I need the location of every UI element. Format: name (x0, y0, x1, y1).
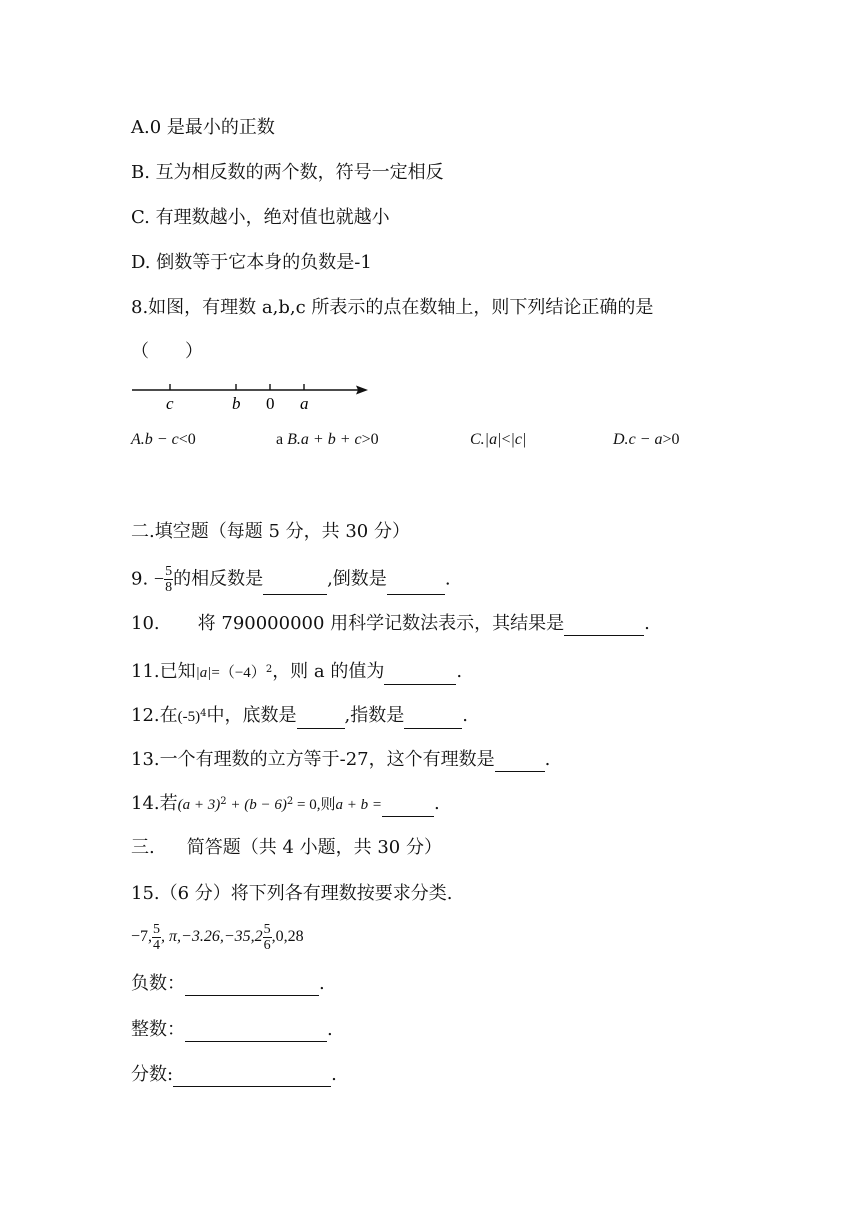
option-a: A.0 是最小的正数 (131, 117, 275, 138)
section-3-title: 三. 简答题（共 4 小题，共 30 分） (131, 837, 442, 858)
section-2-title: 二.填空题（每题 5 分，共 30 分） (131, 521, 410, 542)
axis-label-a: a (300, 394, 309, 413)
question-12: 12.在$(-5)^4$中，底数是 ,指数是 . (131, 704, 468, 729)
question-10: 10. 将 790000000 用科学记数法表示，其结果是 . (131, 613, 650, 634)
axis-label-b: b (232, 394, 241, 413)
answer-blank[interactable] (185, 977, 319, 996)
row-integer: 整数： . (131, 1019, 333, 1040)
question-15: 15.（6 分）将下列各有理数按要求分类. (131, 883, 453, 904)
axis-label-0: 0 (266, 394, 275, 413)
q8-option-c: C.|a|<|c| (470, 431, 527, 448)
question-11: 11.已知$|a|=(-4)^2$，则 a 的值为 . (131, 660, 462, 685)
row-fraction: 分数: . (131, 1064, 337, 1085)
answer-blank[interactable] (387, 576, 445, 595)
option-d: D. 倒数等于它本身的负数是-1 (131, 252, 372, 273)
q8-option-d: D.c − a>0 (613, 431, 680, 448)
question-13: 13.一个有理数的立方等于-27，这个有理数是 . (131, 749, 551, 770)
number-line (128, 378, 378, 414)
answer-blank[interactable] (263, 576, 327, 595)
option-b: B. 互为相反数的两个数，符号一定相反 (131, 162, 444, 183)
answer-blank[interactable] (564, 617, 644, 636)
fraction: $\frac{5}{4}$ (153, 922, 161, 953)
q8-option-a: A.b − c<0 (131, 431, 196, 448)
answer-blank[interactable] (495, 753, 545, 772)
row-negative: 负数： . (131, 973, 325, 994)
answer-blank[interactable] (173, 1068, 331, 1087)
answer-blank[interactable] (404, 710, 462, 729)
answer-blank[interactable] (297, 710, 345, 729)
axis-label-c: c (166, 394, 174, 413)
question-9: 9. − $\frac{5}{8}$ 的相反数是 ,倒数是 . (131, 564, 451, 595)
answer-blank[interactable] (382, 798, 434, 817)
question-8-stem: 8.如图，有理数 a,b,c 所表示的点在数轴上，则下列结论正确的是 (131, 297, 654, 318)
q8-option-b: a B.a + b + c>0 (276, 431, 379, 448)
option-c: C. 有理数越小，绝对值也就越小 (131, 207, 390, 228)
answer-blank[interactable] (384, 666, 456, 685)
question-14: 14.若$(a + 3)^2 + (b - 6)^2 = 0$,则a + b = . (131, 792, 440, 817)
fraction: $\frac{5}{8}$ (165, 564, 173, 595)
answer-paren: （ ） (131, 341, 203, 362)
answer-blank[interactable] (185, 1023, 327, 1042)
fraction: $\frac{5}{6}$ (263, 922, 271, 953)
number-list: −7, $\frac{5}{4}$ , π,−3.26,−35,2 $\frac{5}{6}$ ,0,28 (131, 922, 304, 953)
